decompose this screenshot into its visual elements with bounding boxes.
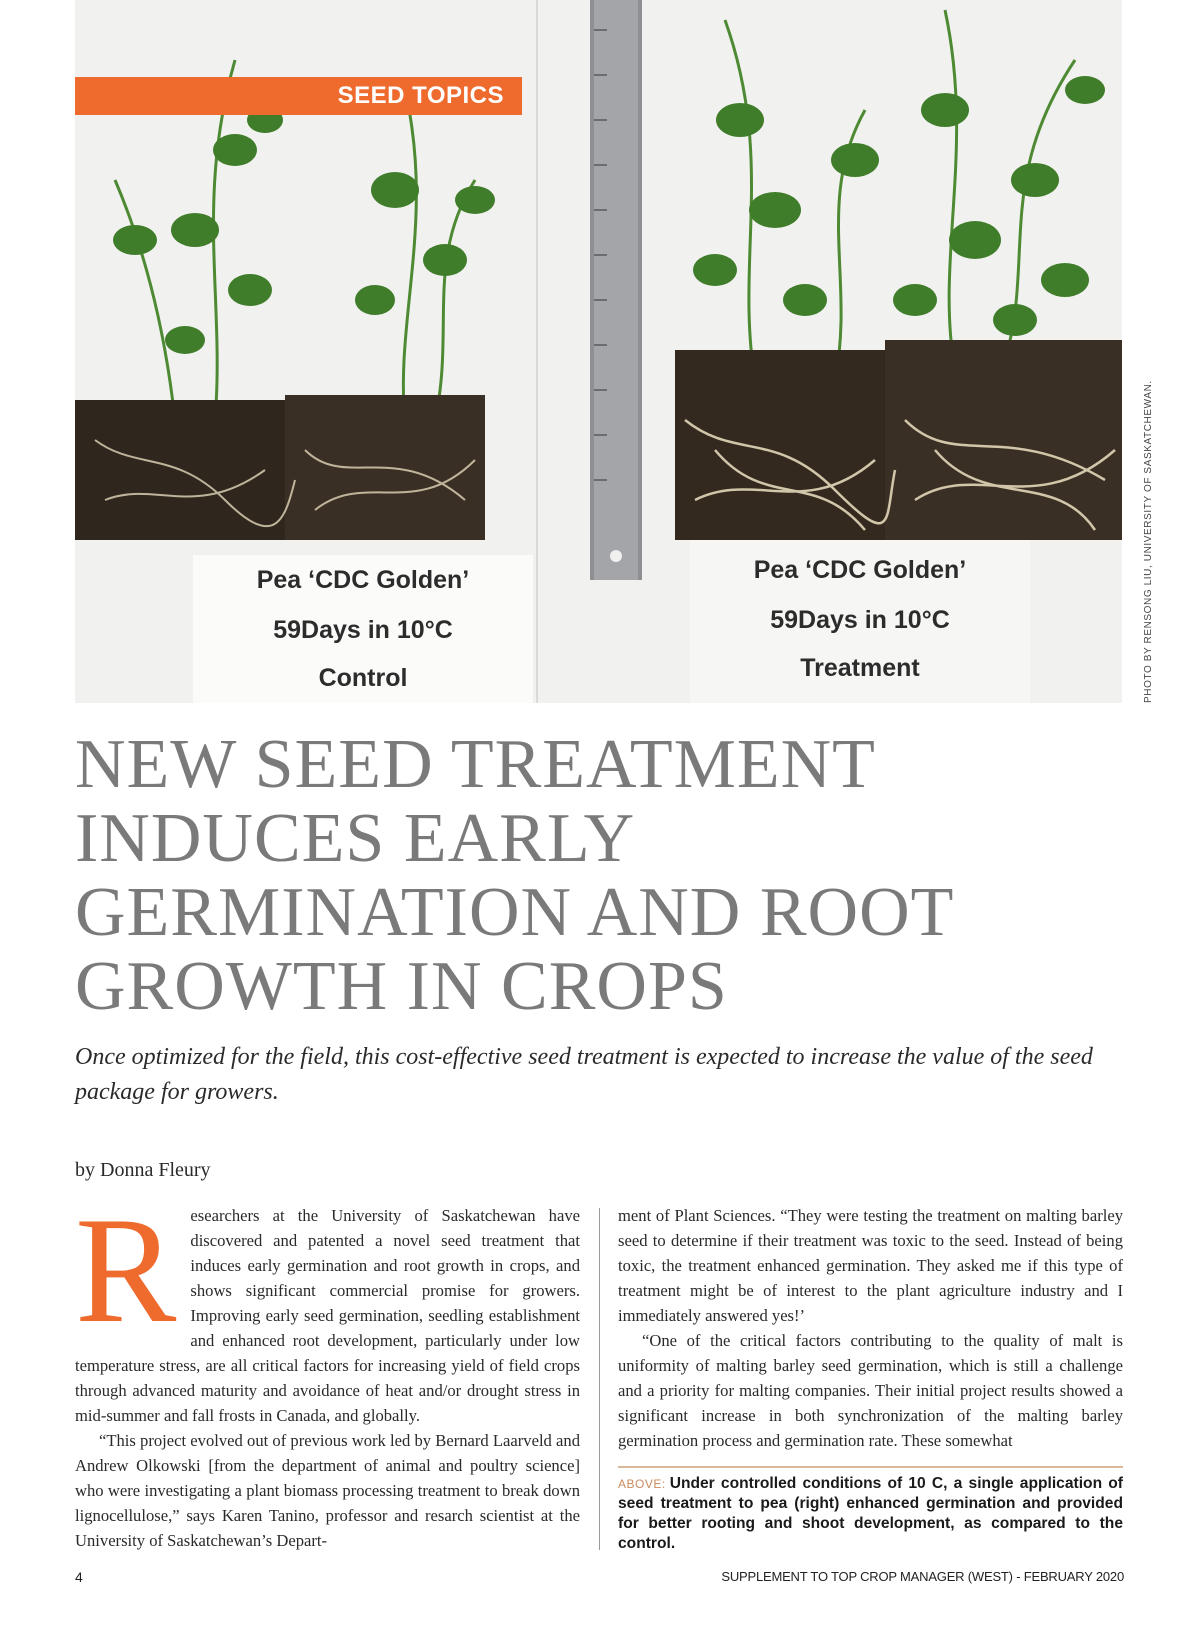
caption-divider (618, 1466, 1123, 1468)
article-column-right (618, 1203, 1123, 1453)
publication-footer: SUPPLEMENT TO TOP CROP MANAGER (WEST) - FEBRUARY 2020 (721, 1569, 1124, 1584)
paragraph-text: esearchers at the University of Saskatchewan have discovered and patented a novel seed treatment that induces early germination and root growth in crops, and shows significant commercial promise for growers. Improving early seed germination, seedling establishment and enhanced root development, particularly under low temperature stress, are all critical factors for increasing yield of field crops through advanced maturity and avoidance of heat and/or drought stress in mid-summer and fall frosts in Canada, and globally. (75, 1206, 580, 1425)
hero-photo (75, 0, 1122, 703)
article-deck: Once optimized for the field, this cost-effective seed treatment is expected to increase the value of the seed package for growers. (75, 1044, 1093, 1105)
headline-line-2: INDUCES EARLY (75, 800, 636, 877)
paragraph: ment of Plant Sciences. “They were testing the treatment on malting barley seed to determine if their treatment was toxic to the seed. Instead of being toxic, the treatment enhanced germination. They asked me if this type of treatment might be of interest to the plant agriculture industry and I immediately answered yes!’ (618, 1206, 1123, 1325)
paragraph: “One of the critical factors contributing to the quality of malt is uniformity of malting barley seed germination, which is still a challenge and a priority for malting companies. Their initial project results showed a significant increase in both synchronization of the malting barley germination process and germination rate. These somewhat (618, 1331, 1123, 1450)
headline-line-4: GROWTH IN CROPS (75, 948, 728, 1025)
caption-label: ABOVE: (618, 1477, 666, 1491)
headline-line-1: NEW SEED TREATMENT (75, 726, 876, 803)
headline-line-3: GERMINATION AND ROOT (75, 874, 955, 951)
steel-ruler (590, 0, 642, 580)
treatment-label-line2: 59Days in 10°C (770, 606, 950, 634)
treatment-label-line3: Treatment (800, 654, 920, 682)
control-label-line2: 59Days in 10°C (273, 616, 453, 644)
control-label-line1: Pea ‘CDC Golden’ (256, 566, 470, 594)
page-number: 4 (75, 1569, 83, 1585)
section-tag (75, 77, 522, 115)
treatment-label-line1: Pea ‘CDC Golden’ (753, 556, 967, 584)
drop-cap: R (75, 1186, 177, 1354)
photo-credit: PHOTO BY RENSONG LIU, UNIVERSITY OF SASKATCHEWAN. (1143, 380, 1154, 703)
article-column-left (75, 1186, 580, 1553)
paragraph: “This project evolved out of previous work led by Bernard Laarveld and Andrew Olkowski [from the department of animal and poultry science] who were investigating a plant biomass processing treatment to break down lignocellulose,” says Karen Tanino, professor and resarch scientist at the University of Saskatchewan’s Depart- (75, 1431, 580, 1550)
column-divider (599, 1208, 600, 1550)
photo-caption (618, 1474, 1123, 1554)
paragraph (75, 1186, 580, 1428)
article-headline (75, 728, 1125, 1024)
byline: by Donna Fleury (75, 1159, 211, 1181)
control-label-line3: Control (318, 664, 408, 692)
caption-text: Under controlled conditions of 10 C, a single application of seed treatment to pea (right) enhanced germination and provided for better rooting and shoot development, as compared to the control. (618, 1475, 1123, 1552)
section-tag-label: SEED TOPICS (337, 82, 504, 109)
